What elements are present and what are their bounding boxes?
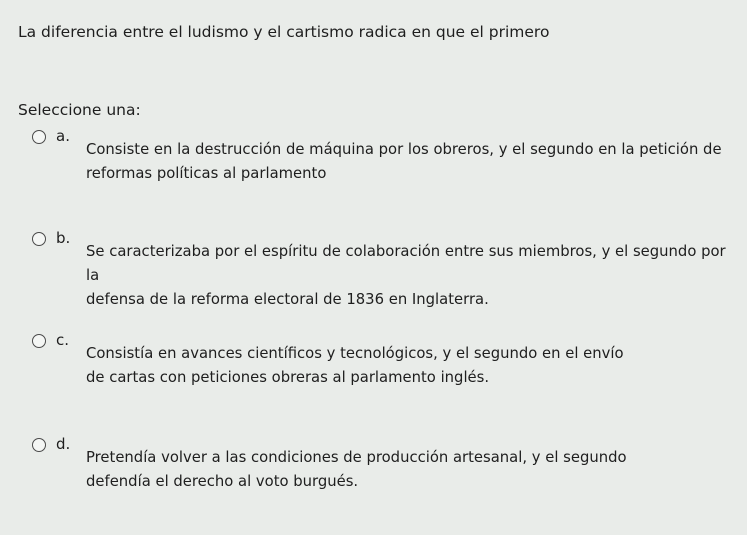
option-b-line-2: defensa de la reforma electoral de 1836 en Inglaterra. — [86, 291, 489, 308]
option-d-letter: d. — [56, 435, 71, 453]
option-d-text — [86, 446, 646, 494]
option-c-line-2: de cartas con peticiones obreras al parlamento inglés. — [86, 369, 490, 386]
option-d-radio[interactable] — [32, 438, 46, 452]
option-b-line-1: Se caracterizaba por el espíritu de colaboración entre sus miembros, y el segundo por la — [86, 243, 726, 284]
option-a-line-2: reformas políticas al parlamento — [86, 165, 327, 182]
option-c-letter: c. — [56, 331, 70, 349]
option-c-line-1: Consistía en avances científicos y tecnológicos, y el segundo en el envío — [86, 345, 624, 362]
option-a-line-1: Consiste en la destrucción de máquina por los obreros, y el segundo en la petición de — [86, 141, 722, 158]
option-b-radio[interactable] — [32, 232, 46, 246]
option-c-radio[interactable] — [32, 334, 46, 348]
option-a-text — [86, 138, 726, 186]
option-a-radio[interactable] — [32, 130, 46, 144]
option-d-line-2: defendía el derecho al voto burgués. — [86, 473, 359, 490]
option-b-letter: b. — [56, 229, 71, 247]
question-text: La diferencia entre el ludismo y el cartismo radica en que el primero — [18, 23, 550, 41]
option-c-text — [86, 342, 646, 390]
option-d-line-1: Pretendía volver a las condiciones de producción artesanal, y el segundo — [86, 449, 627, 466]
select-prompt: Seleccione una: — [18, 101, 141, 119]
option-b-text — [86, 240, 726, 312]
option-a-letter: a. — [56, 127, 70, 145]
